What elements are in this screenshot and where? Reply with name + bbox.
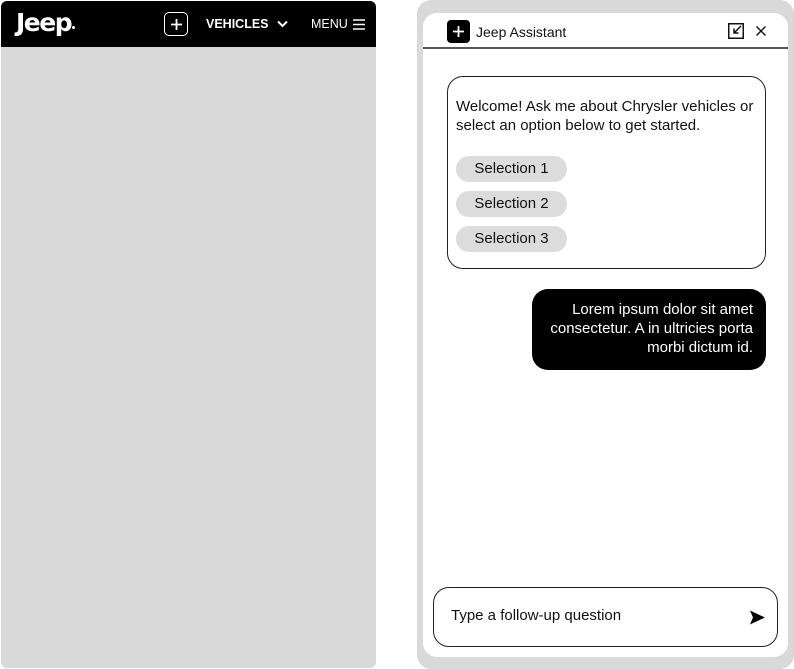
chat-frame	[417, 0, 794, 669]
assistant-avatar	[447, 20, 470, 43]
site-header	[1, 1, 376, 47]
chat-input[interactable]	[451, 607, 731, 624]
chat-input-container	[433, 587, 778, 647]
user-message-bubble: Lorem ipsum dolor sit amet consectetur. A in ultricies porta morbi dictum id.	[532, 289, 766, 370]
chevron-down-icon	[277, 20, 288, 28]
add-button[interactable]	[164, 12, 188, 36]
option-chip[interactable]: Selection 3	[456, 226, 567, 252]
close-icon[interactable]	[755, 25, 767, 37]
jeep-logo[interactable]: Jeep	[16, 7, 75, 39]
welcome-text: Welcome! Ask me about Chrysler vehicles or select an option below to get started.	[456, 98, 754, 134]
vehicles-menu-button[interactable]	[206, 15, 288, 33]
option-chip[interactable]: Selection 2	[456, 191, 567, 217]
option-chip[interactable]: Selection 1	[456, 156, 567, 182]
minimize-icon[interactable]	[728, 23, 744, 39]
menu-button[interactable]	[311, 15, 365, 33]
chat-title: Jeep Assistant	[476, 24, 567, 40]
chat-header	[423, 13, 788, 49]
website-panel	[1, 1, 376, 668]
assistant-welcome-message	[447, 76, 766, 269]
vehicles-label: VEHICLES	[206, 17, 269, 31]
menu-label: MENU	[311, 17, 348, 31]
plus-icon	[170, 18, 183, 31]
plus-icon	[452, 25, 465, 38]
chat-window	[423, 13, 788, 657]
hamburger-icon	[353, 19, 365, 30]
send-icon[interactable]	[749, 609, 766, 626]
